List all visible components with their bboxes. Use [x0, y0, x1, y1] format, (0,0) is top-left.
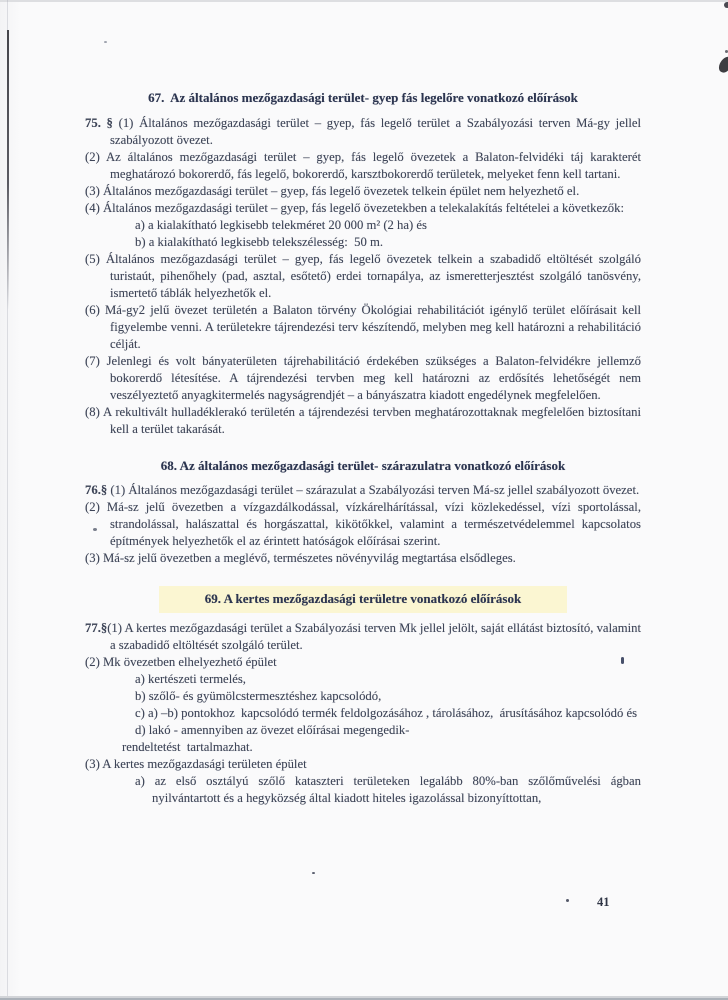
clause-text: Általános mezőgazdasági terület – gyep, fás legelő terület a Szabályozási terven Má-gy jellel szabályozott övezet.: [110, 116, 642, 147]
clause: [135, 217, 641, 234]
clause-text: a) –b) pontokhoz kapcsolódó termék feldolgozásához , tárolásához, árusításához kapcsolódó és: [148, 706, 638, 720]
clause-marker: (8): [85, 405, 100, 419]
clause-text: Má-sz jelű övezetben a vízgazdálkodással, vízkárelhárítással, vízi közlekedéssel, vízi sportolással, strandolással, halászattal és horgászattal, kikötőkkel, valamint a természetvédelemmel kapcsolatos építmények helyezhetők el az érintett hatóságok előírásai szerint.: [106, 500, 641, 548]
clause-text: rendeltetést tartalmazhat.: [122, 740, 253, 754]
clause-marker: (1): [118, 116, 134, 130]
clause-text: az első osztályú szőlő kataszteri területeken legalább 80%-ban szőlőművelési ágban nyilvántartott és a hegyközség által kiadott hiteles igazolással bizonyíttottan,: [152, 774, 641, 805]
section-heading-67: [85, 89, 641, 107]
section-69: [85, 586, 641, 807]
clause-text: szőlő- és gyümölcstermesztéshez kapcsolódó,: [148, 689, 382, 703]
section-heading-text: 68. Az általános mezőgazdasági terület- szárazulatra vonatkozó előírások: [160, 458, 566, 473]
clause-marker: a): [135, 218, 145, 232]
clause: [85, 550, 641, 567]
clause-lead: 76.§: [85, 483, 108, 497]
clause: [135, 705, 641, 722]
clause-marker: (1): [110, 483, 126, 497]
clause: [85, 183, 641, 200]
scan-artifact-speck: [312, 872, 315, 874]
clause-marker: b): [135, 689, 146, 703]
scan-edge-top: [0, 0, 728, 2]
clause: [135, 722, 641, 739]
section-heading-68: [85, 457, 641, 475]
clause: [85, 756, 641, 773]
clause: [85, 200, 641, 217]
clause: [85, 404, 641, 438]
section-68: [85, 457, 641, 567]
clause-text: Általános mezőgazdasági terület – szárazulat a Szabályozási terven Má-sz jellel szabályozott övezet.: [128, 483, 640, 497]
scan-artifact-speck: [104, 41, 107, 43]
clause-marker: (2): [85, 150, 100, 164]
clause-text: Mk övezetben elhelyezhető épület: [102, 655, 277, 669]
scan-edge-bottom: [0, 996, 728, 1000]
clause-text: Általános mezőgazdasági terület – gyep, fás legelő övezetekben a telekalakítás feltételei a következők:: [102, 201, 624, 215]
clause-text: kertészeti termelés,: [148, 672, 246, 686]
clause-text: Az általános mezőgazdasági terület – gyep, fás legelő övezetek a Balaton-felvidéki táj karakterét meghatározó bokorerdő, fás legelő, bokorerdő, karsztbokorerdő területek, melyeket fenn kell tartani.: [105, 150, 641, 181]
clause-text: lakó - amennyiben az övezet előírásai megengedik-: [148, 723, 410, 737]
section-heading-69: [85, 586, 641, 613]
clause: [85, 654, 641, 671]
clause: [85, 499, 641, 550]
scan-artifact-speck: [566, 899, 569, 902]
clause: [135, 773, 641, 807]
clause-marker: b): [135, 235, 146, 249]
clause-marker: (7): [85, 354, 100, 368]
clause-lead: 77.§: [85, 621, 108, 635]
clause-lead: 75. §: [85, 116, 113, 130]
clause-marker: (1): [107, 621, 122, 635]
scan-edge-shadow: [7, 30, 9, 310]
clause-text: Má-gy2 jelű övezet területén a Balaton törvény Ökológiai rehabilitációt igénylő terület előírásait kell figyelembe venni. A területekre tájrendezési terv készítendő, melyben meg kell határozni a rehabilitáció célját.: [104, 303, 641, 351]
clause: [85, 482, 641, 499]
document-content: [85, 89, 641, 807]
clause-marker: (4): [85, 201, 100, 215]
clause-marker: (6): [85, 303, 100, 317]
clause-text: Má-sz jelű övezetben a meglévő, természetes növényvilág megtartása elsődleges.: [102, 551, 516, 565]
page-number: 41: [597, 895, 610, 909]
clause-marker: a): [135, 672, 145, 686]
clause-text: Jelenlegi és volt bányaterületen tájrehabilitáció érdekében szükséges a Balaton-felvidékre jellemző bokorerdő létesítése. A tájrendezési tervben meg kell határozni az erdősítés lehetőségét nem veszélyeztető anyagkitermelés nagyságrendjét – a bányászatra kiadott engedélynek megfelelően.: [106, 354, 642, 402]
clause-marker: (2): [85, 500, 100, 514]
clause-text: Általános mezőgazdasági terület – gyep, fás legelő övezetek telkein épület nem helyezhető el.: [102, 184, 580, 198]
clause-text: A kertes mezőgazdasági területen épület: [102, 757, 307, 771]
clause: [135, 234, 641, 251]
clause-text: A kertes mezőgazdasági terület a Szabályozási terven Mk jellel jelölt, saját ellátást biztosító, valamint a szabadidő eltöltését szolgáló terület.: [110, 621, 641, 652]
clause: [135, 671, 641, 688]
clause: [85, 251, 641, 302]
clause: [85, 115, 641, 149]
clause-marker: a): [135, 774, 145, 788]
section-heading-text: 69. A kertes mezőgazdasági területre vonatkozó előírások: [159, 586, 567, 613]
clause: [122, 739, 641, 756]
clause-marker: (2): [85, 655, 100, 669]
clause: [85, 620, 641, 654]
scan-artifact-blob: [717, 54, 728, 74]
clause: [135, 688, 641, 705]
section-heading-text: 67. Az általános mezőgazdasági terület- gyep fás legelőre vonatkozó előírások: [148, 90, 578, 105]
clause-text: a kialakítható legkisebb telekméret 20 000 m² (2 ha) és: [148, 218, 427, 232]
clause-text: a kialakítható legkisebb telekszélesség: 50 m.: [148, 235, 384, 249]
clause-text: A rekultivált hulladéklerakó területén a tájrendezési tervben meghatározottaknak megfelelően biztosítani kell a terület takarását.: [102, 405, 641, 436]
scan-artifact-corner: [724, 2, 728, 8]
clause-marker: (3): [85, 551, 100, 565]
clause: [85, 353, 641, 404]
section-67: [85, 89, 641, 438]
clause-marker: (5): [85, 252, 100, 266]
clause: [85, 149, 641, 183]
clause-text: Általános mezőgazdasági terület – gyep, fás legelő övezetek telkein a szabadidő eltöltését szolgáló turistaút, pihenőhely (pad, asztal, esőtető) erdei tornapálya, az ismeretterjesztést szolgáló tanösvény, ismertető táblák helyezhetők el.: [105, 252, 641, 300]
clause: [85, 302, 641, 353]
clause-marker: c): [135, 706, 145, 720]
clause-marker: (3): [85, 757, 100, 771]
clause-marker: (3): [85, 184, 100, 198]
clause-marker: d): [135, 723, 146, 737]
